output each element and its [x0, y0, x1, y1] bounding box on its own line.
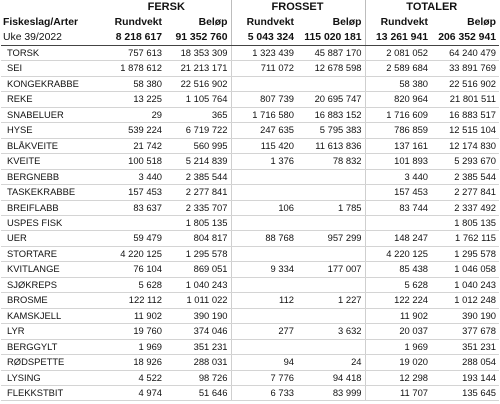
cell-totaler-belop: 12 515 104 [431, 123, 499, 138]
cell-frosset-rundvekt: 7 776 [231, 370, 297, 385]
cell-totaler-rundvekt: 85 438 [365, 262, 431, 277]
cell-totaler-rundvekt: 11 902 [365, 308, 431, 323]
total-frosset-rundvekt: 5 043 324 [231, 30, 297, 46]
cell-totaler-belop: 193 144 [431, 370, 499, 385]
cell-fersk-belop: 2 335 707 [165, 200, 231, 215]
cell-totaler-belop: 33 891 769 [431, 61, 499, 76]
cell-totaler-rundvekt: 137 161 [365, 138, 431, 153]
cell-totaler-rundvekt: 122 224 [365, 293, 431, 308]
cell-frosset-rundvekt: 1 323 439 [231, 46, 297, 61]
cell-fersk-belop: 6 719 722 [165, 123, 231, 138]
cell-fersk-rundvekt: 122 112 [103, 293, 165, 308]
cell-totaler-belop: 2 337 492 [431, 200, 499, 215]
cell-frosset-rundvekt: 277 [231, 324, 297, 339]
cell-totaler-rundvekt: 1 716 609 [365, 107, 431, 122]
cell-fersk-belop: 1 011 022 [165, 293, 231, 308]
cell-fersk-rundvekt: 757 613 [103, 46, 165, 61]
cell-frosset-belop: 1 785 [297, 200, 365, 215]
table-row [1, 355, 499, 370]
cell-frosset-rundvekt: 112 [231, 293, 297, 308]
table-row [1, 61, 499, 76]
cell-totaler-rundvekt: 19 020 [365, 355, 431, 370]
cell-fersk-belop: 351 231 [165, 339, 231, 354]
cell-totaler-belop: 2 385 544 [431, 169, 499, 184]
column-header-totaler-belop: Beløp [467, 17, 497, 28]
cell-fersk-rundvekt: 4 522 [103, 370, 165, 385]
table-row [1, 339, 499, 354]
cell-totaler-belop: 377 678 [431, 324, 499, 339]
cell-totaler-belop: 5 293 670 [431, 154, 499, 169]
cell-totaler-rundvekt: 12 298 [365, 370, 431, 385]
cell-frosset-belop: 94 418 [297, 370, 365, 385]
cell-frosset-belop [297, 308, 365, 323]
catch-statistics-table [1, 0, 499, 401]
cell-frosset-rundvekt: 807 739 [231, 92, 297, 107]
cell-totaler-belop: 2 277 841 [431, 185, 499, 200]
cell-frosset-rundvekt [231, 185, 297, 200]
week-label: Uke 39/2022 [1, 30, 103, 46]
species-name: BLÅKVEITE [1, 138, 103, 153]
group-header-totaler: TOTALER [406, 1, 458, 13]
species-name: KVITLANGE [1, 262, 103, 277]
cell-frosset-belop [297, 169, 365, 184]
cell-totaler-belop: 12 174 830 [431, 138, 499, 153]
species-name: RØDSPETTE [1, 355, 103, 370]
table-row [1, 370, 499, 385]
cell-fersk-belop: 560 995 [165, 138, 231, 153]
cell-fersk-rundvekt: 76 104 [103, 262, 165, 277]
cell-fersk-rundvekt: 5 628 [103, 277, 165, 292]
cell-totaler-belop: 288 054 [431, 355, 499, 370]
cell-fersk-belop: 21 213 171 [165, 61, 231, 76]
cell-totaler-belop: 1 805 135 [431, 215, 499, 230]
total-fersk-rundvekt: 8 218 617 [103, 30, 165, 46]
cell-totaler-belop: 135 645 [431, 385, 499, 400]
cell-totaler-rundvekt: 4 220 125 [365, 246, 431, 261]
species-name: SNABELUER [1, 107, 103, 122]
cell-fersk-rundvekt: 4 220 125 [103, 246, 165, 261]
cell-totaler-rundvekt: 157 453 [365, 185, 431, 200]
species-name: USPES FISK [1, 215, 103, 230]
species-name: TASKEKRABBE [1, 185, 103, 200]
cell-fersk-rundvekt: 11 902 [103, 308, 165, 323]
cell-totaler-rundvekt: 2 081 052 [365, 46, 431, 61]
cell-totaler-belop: 1 012 248 [431, 293, 499, 308]
column-header-fersk-rundvekt: Rundvekt [114, 17, 162, 28]
cell-frosset-belop: 957 299 [297, 231, 365, 246]
group-header-blank [1, 0, 103, 15]
table-row [1, 76, 499, 91]
cell-frosset-belop: 45 887 170 [297, 46, 365, 61]
species-name: BERGNEBB [1, 169, 103, 184]
cell-frosset-rundvekt: 88 768 [231, 231, 297, 246]
cell-frosset-rundvekt: 9 334 [231, 262, 297, 277]
species-name: LYSING [1, 370, 103, 385]
cell-fersk-belop: 1 805 135 [165, 215, 231, 230]
cell-totaler-belop: 1 295 578 [431, 246, 499, 261]
cell-frosset-belop: 24 [297, 355, 365, 370]
cell-fersk-belop: 1 105 764 [165, 92, 231, 107]
cell-fersk-rundvekt: 4 974 [103, 385, 165, 400]
species-name: KAMSKJELL [1, 308, 103, 323]
species-name: UER [1, 231, 103, 246]
cell-frosset-rundvekt: 6 733 [231, 385, 297, 400]
table-row [1, 154, 499, 169]
cell-frosset-rundvekt: 106 [231, 200, 297, 215]
column-header-totaler-rundvekt: Rundvekt [380, 17, 429, 28]
cell-totaler-belop: 64 240 479 [431, 46, 499, 61]
cell-totaler-rundvekt: 83 744 [365, 200, 431, 215]
table-row [1, 107, 499, 122]
table-row [1, 246, 499, 261]
table-row [1, 215, 499, 230]
cell-fersk-rundvekt: 1 969 [103, 339, 165, 354]
column-header-frosset-belop: Beløp [297, 15, 365, 30]
cell-totaler-rundvekt: 1 969 [365, 339, 431, 354]
table-row [1, 231, 499, 246]
cell-totaler-belop: 1 040 243 [431, 277, 499, 292]
cell-frosset-rundvekt: 247 635 [231, 123, 297, 138]
table-row [1, 200, 499, 215]
cell-frosset-belop: 11 613 836 [297, 138, 365, 153]
cell-frosset-rundvekt [231, 76, 297, 91]
cell-totaler-rundvekt: 786 859 [365, 123, 431, 138]
cell-frosset-belop [297, 277, 365, 292]
total-fersk-belop: 91 352 760 [165, 30, 231, 46]
cell-fersk-belop: 18 353 309 [165, 46, 231, 61]
table-row [1, 277, 499, 292]
total-totaler-belop: 206 352 941 [431, 30, 499, 46]
species-name: SJØKREPS [1, 277, 103, 292]
group-header-frosset: FROSSET [231, 0, 365, 15]
table-row [1, 169, 499, 184]
cell-fersk-belop: 22 516 902 [165, 76, 231, 91]
table-row [1, 123, 499, 138]
cell-frosset-rundvekt: 1 716 580 [231, 107, 297, 122]
cell-fersk-rundvekt: 58 380 [103, 76, 165, 91]
cell-frosset-belop: 83 999 [297, 385, 365, 400]
cell-frosset-belop: 78 832 [297, 154, 365, 169]
column-header-species: Fiskeslag/Arter [3, 17, 79, 28]
cell-frosset-rundvekt [231, 246, 297, 261]
table-row [1, 262, 499, 277]
cell-totaler-belop: 16 883 517 [431, 107, 499, 122]
species-name: SEI [1, 61, 103, 76]
species-name: KONGEKRABBE [1, 76, 103, 91]
table-row [1, 46, 499, 61]
cell-fersk-rundvekt [103, 215, 165, 230]
group-header-fersk: FERSK [103, 0, 231, 15]
cell-totaler-belop: 390 190 [431, 308, 499, 323]
table-row [1, 92, 499, 107]
cell-fersk-belop: 365 [165, 107, 231, 122]
cell-frosset-rundvekt [231, 339, 297, 354]
cell-frosset-belop [297, 185, 365, 200]
cell-frosset-rundvekt [231, 308, 297, 323]
totals-row [1, 30, 499, 46]
species-name: FLEKKSTBIT [1, 385, 103, 400]
species-name: BROSME [1, 293, 103, 308]
cell-frosset-belop [297, 215, 365, 230]
cell-fersk-belop: 374 046 [165, 324, 231, 339]
cell-totaler-belop: 22 516 902 [431, 76, 499, 91]
cell-totaler-rundvekt: 11 707 [365, 385, 431, 400]
cell-totaler-rundvekt: 820 964 [365, 92, 431, 107]
cell-frosset-rundvekt: 711 072 [231, 61, 297, 76]
column-header-frosset-rundvekt: Rundvekt [246, 17, 294, 28]
species-name: LYR [1, 324, 103, 339]
column-header-fersk-belop: Beløp [165, 15, 231, 30]
cell-fersk-belop: 2 385 544 [165, 169, 231, 184]
cell-frosset-belop: 20 695 747 [297, 92, 365, 107]
total-frosset-belop: 115 020 181 [297, 30, 365, 46]
cell-frosset-rundvekt [231, 277, 297, 292]
cell-fersk-belop: 1 040 243 [165, 277, 231, 292]
cell-fersk-belop: 869 051 [165, 262, 231, 277]
group-header-row [1, 0, 499, 15]
species-name: HYSE [1, 123, 103, 138]
cell-fersk-rundvekt: 29 [103, 107, 165, 122]
cell-totaler-rundvekt [365, 215, 431, 230]
cell-frosset-belop [297, 339, 365, 354]
cell-totaler-belop: 21 801 511 [431, 92, 499, 107]
cell-fersk-belop: 1 295 578 [165, 246, 231, 261]
cell-fersk-rundvekt: 83 637 [103, 200, 165, 215]
table-row [1, 385, 499, 400]
cell-frosset-rundvekt: 94 [231, 355, 297, 370]
cell-fersk-belop: 5 214 839 [165, 154, 231, 169]
cell-totaler-rundvekt: 101 893 [365, 154, 431, 169]
table-row [1, 308, 499, 323]
column-header-row [1, 15, 499, 30]
cell-fersk-belop: 804 817 [165, 231, 231, 246]
cell-frosset-rundvekt: 1 376 [231, 154, 297, 169]
species-name: REKE [1, 92, 103, 107]
cell-frosset-belop: 5 795 383 [297, 123, 365, 138]
cell-fersk-rundvekt: 19 760 [103, 324, 165, 339]
cell-fersk-rundvekt: 157 453 [103, 185, 165, 200]
cell-fersk-belop: 288 031 [165, 355, 231, 370]
cell-totaler-belop: 1 762 115 [431, 231, 499, 246]
cell-frosset-rundvekt: 115 420 [231, 138, 297, 153]
cell-frosset-belop [297, 246, 365, 261]
species-name: BREIFLABB [1, 200, 103, 215]
cell-totaler-rundvekt: 2 589 684 [365, 61, 431, 76]
cell-frosset-belop [297, 76, 365, 91]
cell-frosset-rundvekt [231, 169, 297, 184]
cell-fersk-rundvekt: 539 224 [103, 123, 165, 138]
cell-fersk-rundvekt: 21 742 [103, 138, 165, 153]
cell-frosset-belop: 12 678 598 [297, 61, 365, 76]
species-name: TORSK [1, 46, 103, 61]
cell-fersk-rundvekt: 18 926 [103, 355, 165, 370]
cell-fersk-rundvekt: 100 518 [103, 154, 165, 169]
cell-frosset-belop: 1 227 [297, 293, 365, 308]
cell-fersk-belop: 390 190 [165, 308, 231, 323]
total-totaler-rundvekt: 13 261 941 [365, 30, 431, 46]
cell-frosset-belop: 3 632 [297, 324, 365, 339]
cell-totaler-rundvekt: 148 247 [365, 231, 431, 246]
cell-totaler-rundvekt: 20 037 [365, 324, 431, 339]
cell-fersk-belop: 98 726 [165, 370, 231, 385]
table-row [1, 293, 499, 308]
cell-totaler-rundvekt: 58 380 [365, 76, 431, 91]
table-row [1, 185, 499, 200]
cell-totaler-belop: 1 046 058 [431, 262, 499, 277]
cell-fersk-rundvekt: 1 878 612 [103, 61, 165, 76]
cell-totaler-belop: 351 231 [431, 339, 499, 354]
table-row [1, 324, 499, 339]
cell-fersk-belop: 51 646 [165, 385, 231, 400]
table-row [1, 138, 499, 153]
cell-fersk-rundvekt: 3 440 [103, 169, 165, 184]
cell-totaler-rundvekt: 5 628 [365, 277, 431, 292]
cell-frosset-belop: 177 007 [297, 262, 365, 277]
cell-frosset-rundvekt [231, 215, 297, 230]
species-name: BERGGYLT [1, 339, 103, 354]
cell-fersk-belop: 2 277 841 [165, 185, 231, 200]
species-name: STORTARE [1, 246, 103, 261]
species-name: KVEITE [1, 154, 103, 169]
cell-fersk-rundvekt: 13 225 [103, 92, 165, 107]
cell-frosset-belop: 16 883 152 [297, 107, 365, 122]
cell-totaler-rundvekt: 3 440 [365, 169, 431, 184]
cell-fersk-rundvekt: 59 479 [103, 231, 165, 246]
